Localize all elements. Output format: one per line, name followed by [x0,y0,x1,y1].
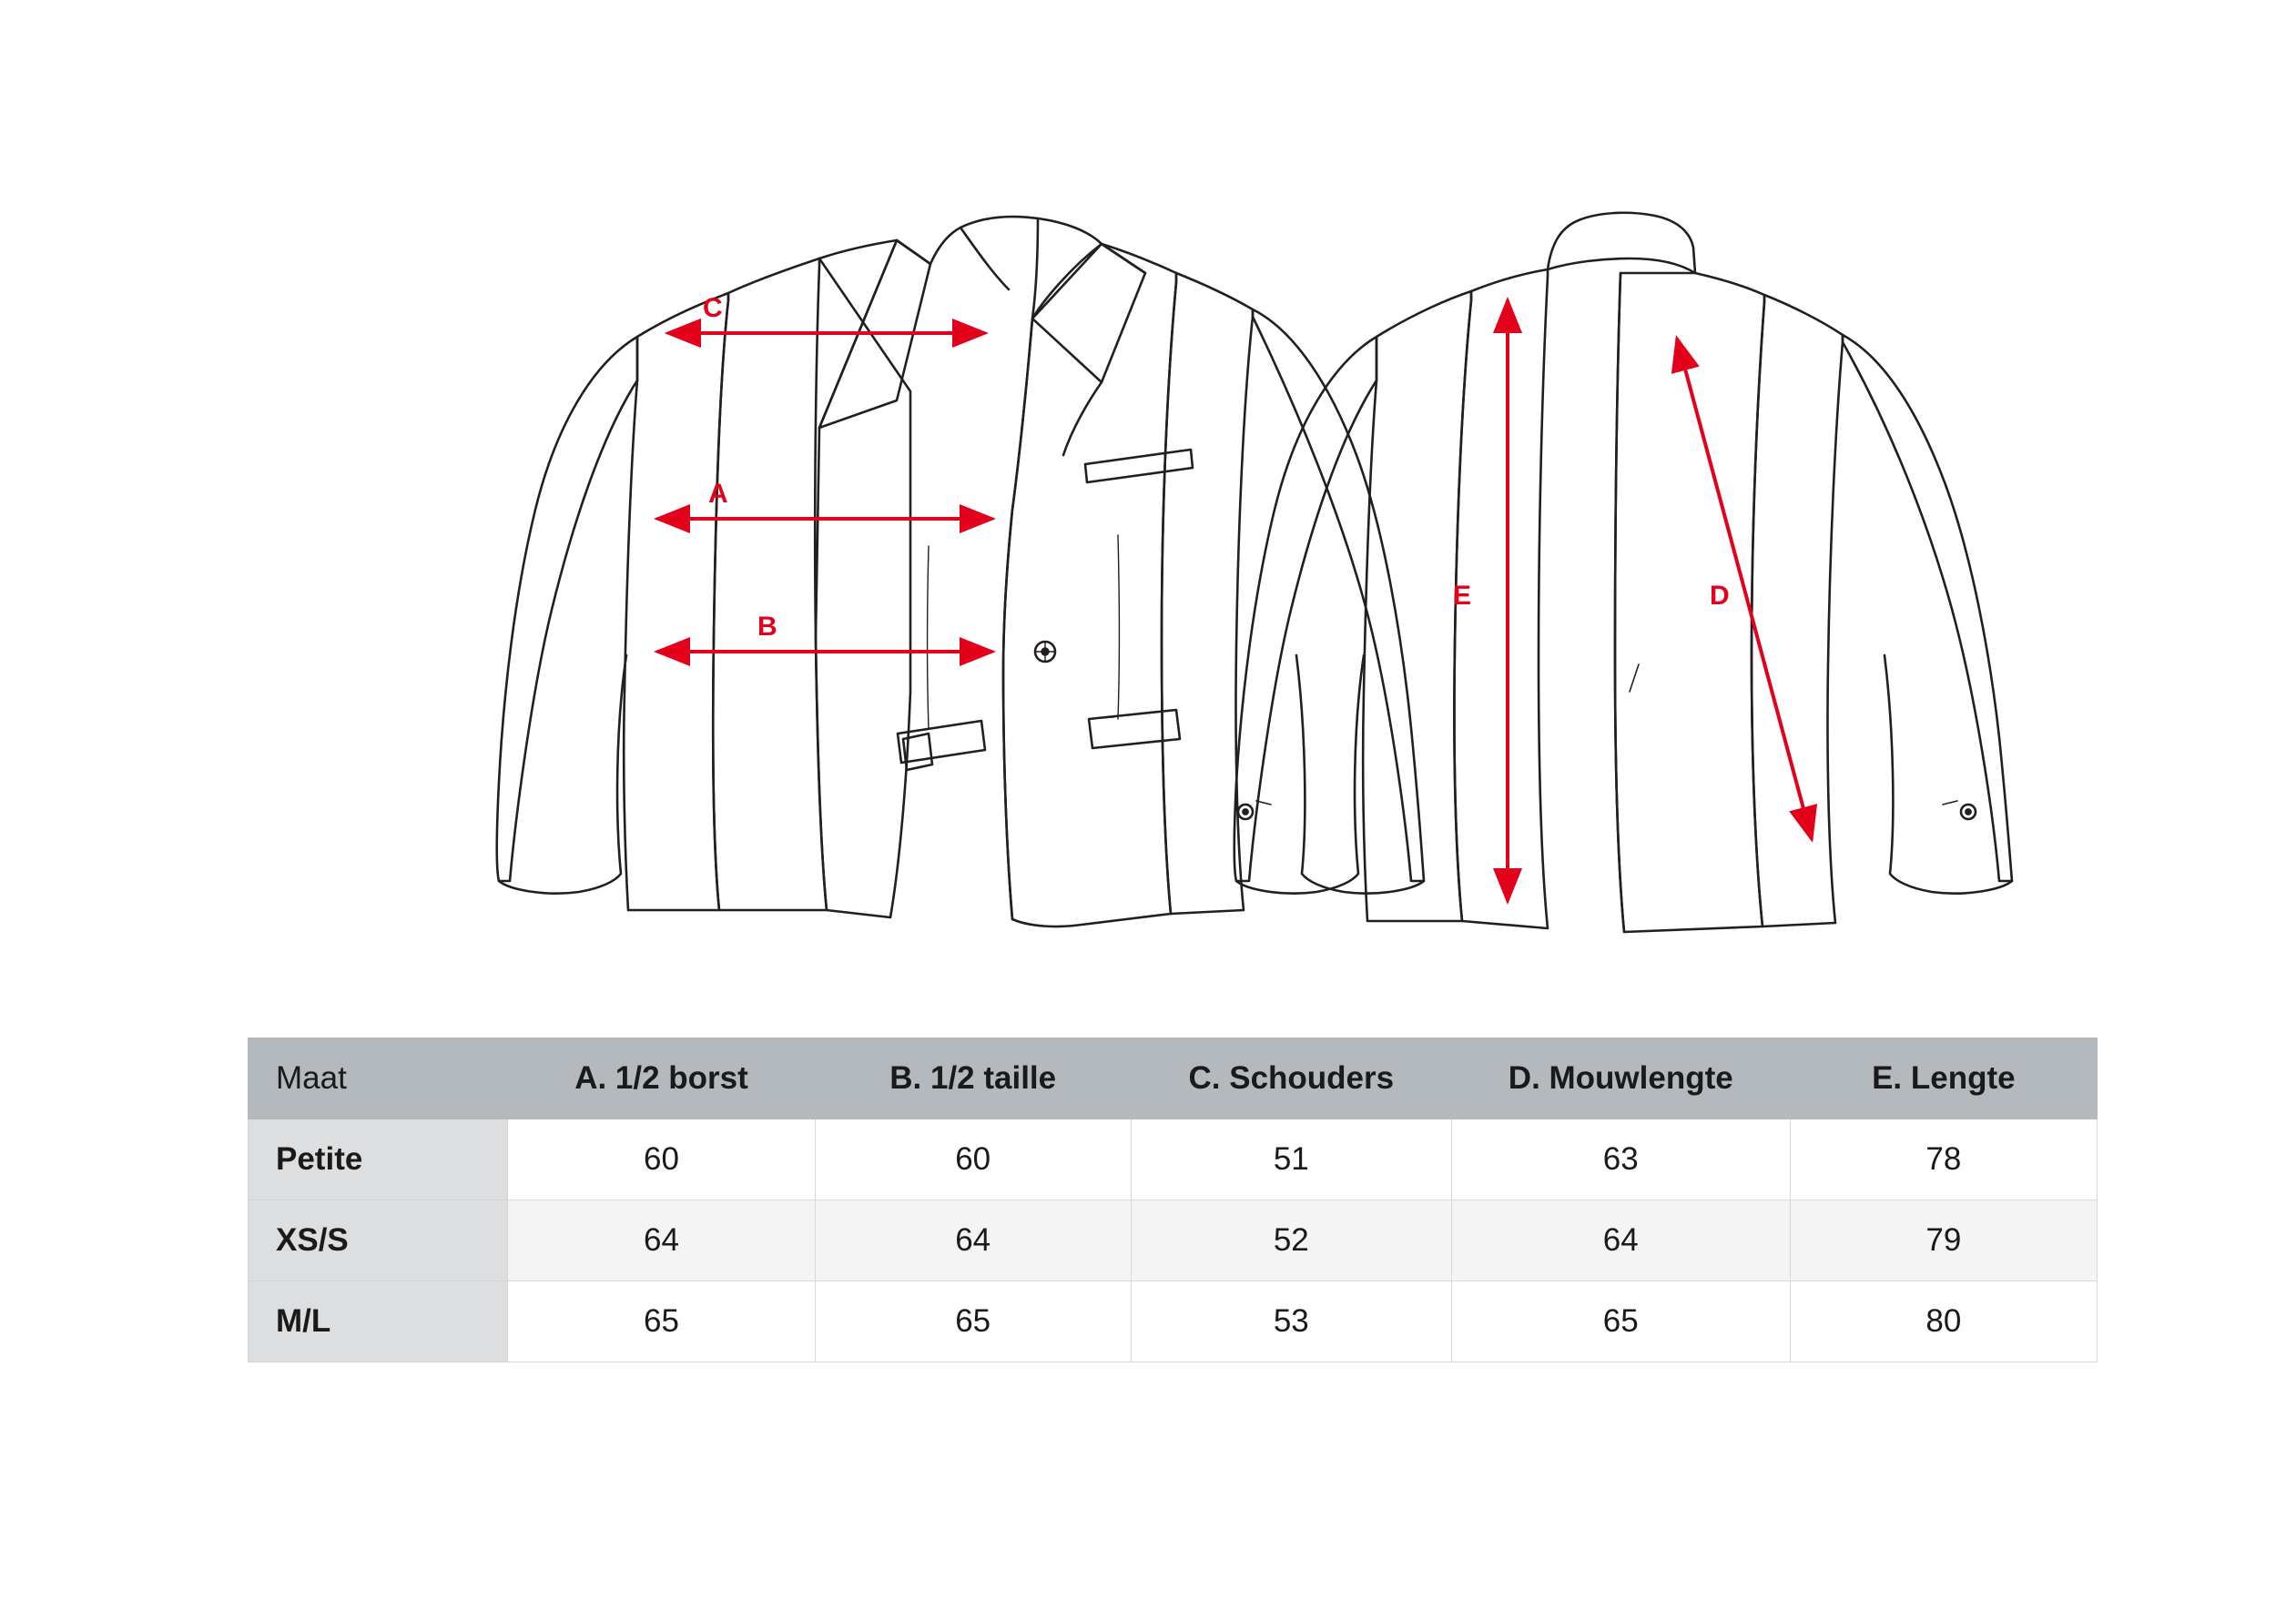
row-size-xs-s: XS/S [249,1200,508,1281]
row-size-petite: Petite [249,1119,508,1200]
header-half-chest: A. 1/2 borst [508,1038,815,1119]
header-half-waist: B. 1/2 taille [815,1038,1131,1119]
header-shoulders: C. Schouders [1131,1038,1451,1119]
cell-m-l-half-chest: 65 [508,1281,815,1362]
size-table-body [249,1119,2098,1362]
cell-petite-sleeve-length: 63 [1451,1119,1790,1200]
cell-xs-s-half-waist: 64 [815,1200,1131,1281]
cell-m-l-sleeve-length: 65 [1451,1281,1790,1362]
cell-m-l-half-waist: 65 [815,1281,1131,1362]
cell-xs-s-shoulders: 52 [1131,1200,1451,1281]
back-measure-lines [1508,300,1812,901]
table-header-row [249,1038,2098,1119]
cell-xs-s-half-chest: 64 [508,1200,815,1281]
cell-xs-s-sleeve-length: 64 [1451,1200,1790,1281]
size-table-container [248,1038,2098,1362]
size-table [248,1038,2098,1362]
label-e: E [1453,581,1472,611]
label-a: A [708,479,728,509]
table-row [249,1281,2098,1362]
cell-xs-s-length: 79 [1790,1200,2097,1281]
label-b: B [757,612,777,642]
jacket-front-illustration [497,217,1424,926]
back-measure-labels [1453,581,1730,611]
header-maat: Maat [249,1038,508,1119]
jacket-back-illustration [1234,213,2012,932]
size-table-head [249,1038,2098,1119]
cell-petite-half-waist: 60 [815,1119,1131,1200]
cell-m-l-length: 80 [1790,1281,2097,1362]
label-d: D [1710,581,1730,611]
cell-m-l-shoulders: 53 [1131,1281,1451,1362]
measure-line-d [1677,339,1812,839]
cell-petite-length: 78 [1790,1119,2097,1200]
header-length: E. Lengte [1790,1038,2097,1119]
label-c: C [703,293,723,323]
row-size-m-l: M/L [249,1281,508,1362]
cell-petite-shoulders: 51 [1131,1119,1451,1200]
cell-petite-half-chest: 60 [508,1119,815,1200]
table-row [249,1119,2098,1200]
header-sleeve-length: D. Mouwlengte [1451,1038,1790,1119]
table-row [249,1200,2098,1281]
